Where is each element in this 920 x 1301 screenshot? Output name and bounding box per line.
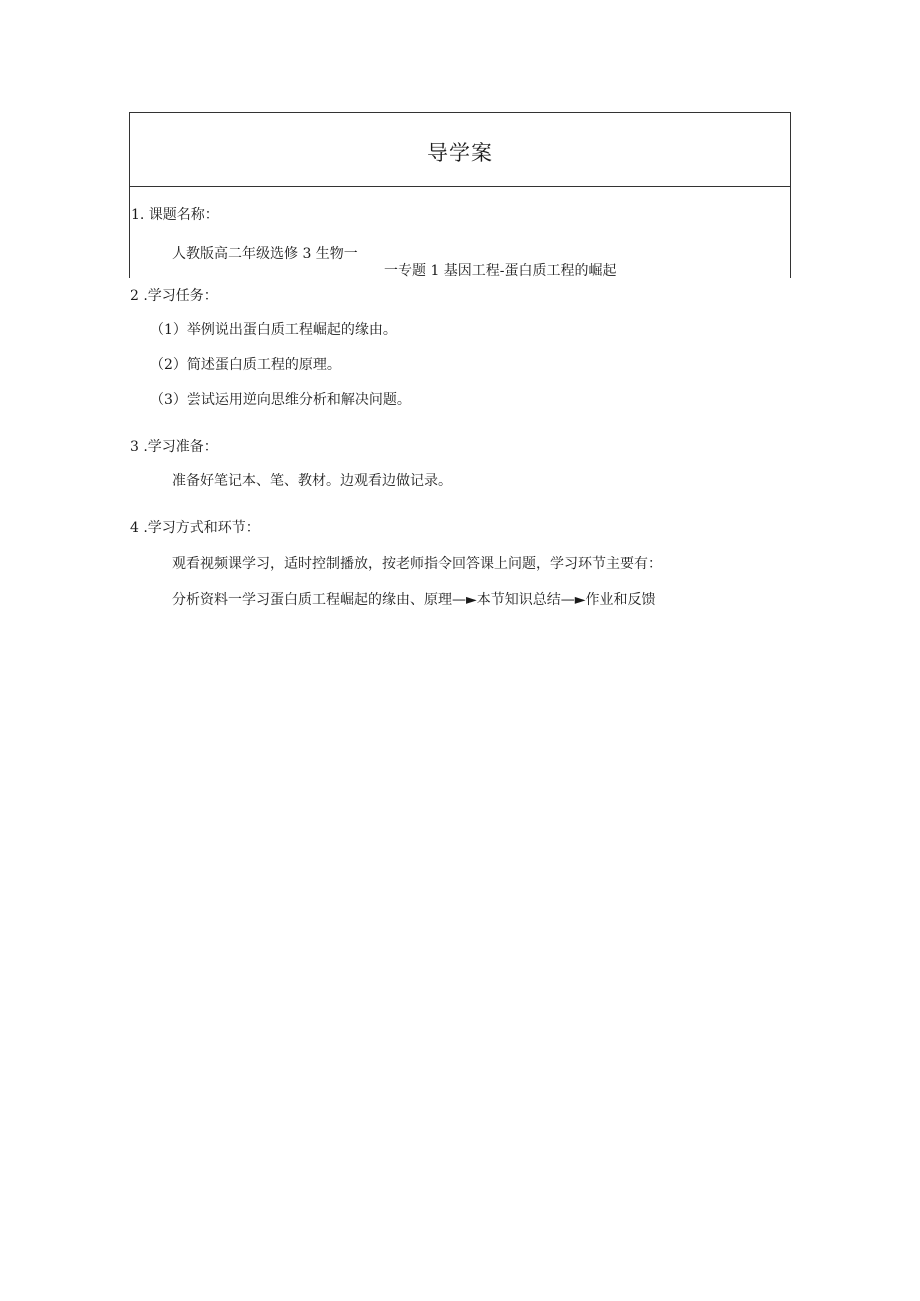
method-text: 观看视频课学习，适时控制播放，按老师指令回答课上问题，学习环节主要有： bbox=[172, 556, 662, 572]
section-2-heading: 2 .学习任务： bbox=[130, 288, 218, 304]
section-1-heading: 1. 课题名称： bbox=[131, 207, 219, 223]
section-4-heading: 4 .学习方式和环节： bbox=[130, 520, 260, 536]
task-item: （2）简述蛋白质工程的原理。 bbox=[150, 357, 341, 373]
task-item: （3）尝试运用逆向思维分析和解决问题。 bbox=[150, 392, 411, 408]
section-3-heading: 3 .学习准备： bbox=[130, 439, 218, 455]
title-row bbox=[130, 113, 790, 187]
course-name-line-a: 人教版高二年级选修 3 生物一 bbox=[172, 246, 358, 262]
process-flow-text: 分析资料一学习蛋白质工程崛起的缘由、原理—►本节知识总结—►作业和反馈 bbox=[172, 592, 656, 608]
course-name-line-b: 一专题 1 基因工程-蛋白质工程的崛起 bbox=[384, 263, 617, 279]
preparation-text: 准备好笔记本、笔、教材。边观看边做记录。 bbox=[172, 473, 452, 489]
task-item: （1）举例说出蛋白质工程崛起的缘由。 bbox=[150, 322, 397, 338]
document-title: 导学案 bbox=[427, 141, 493, 165]
